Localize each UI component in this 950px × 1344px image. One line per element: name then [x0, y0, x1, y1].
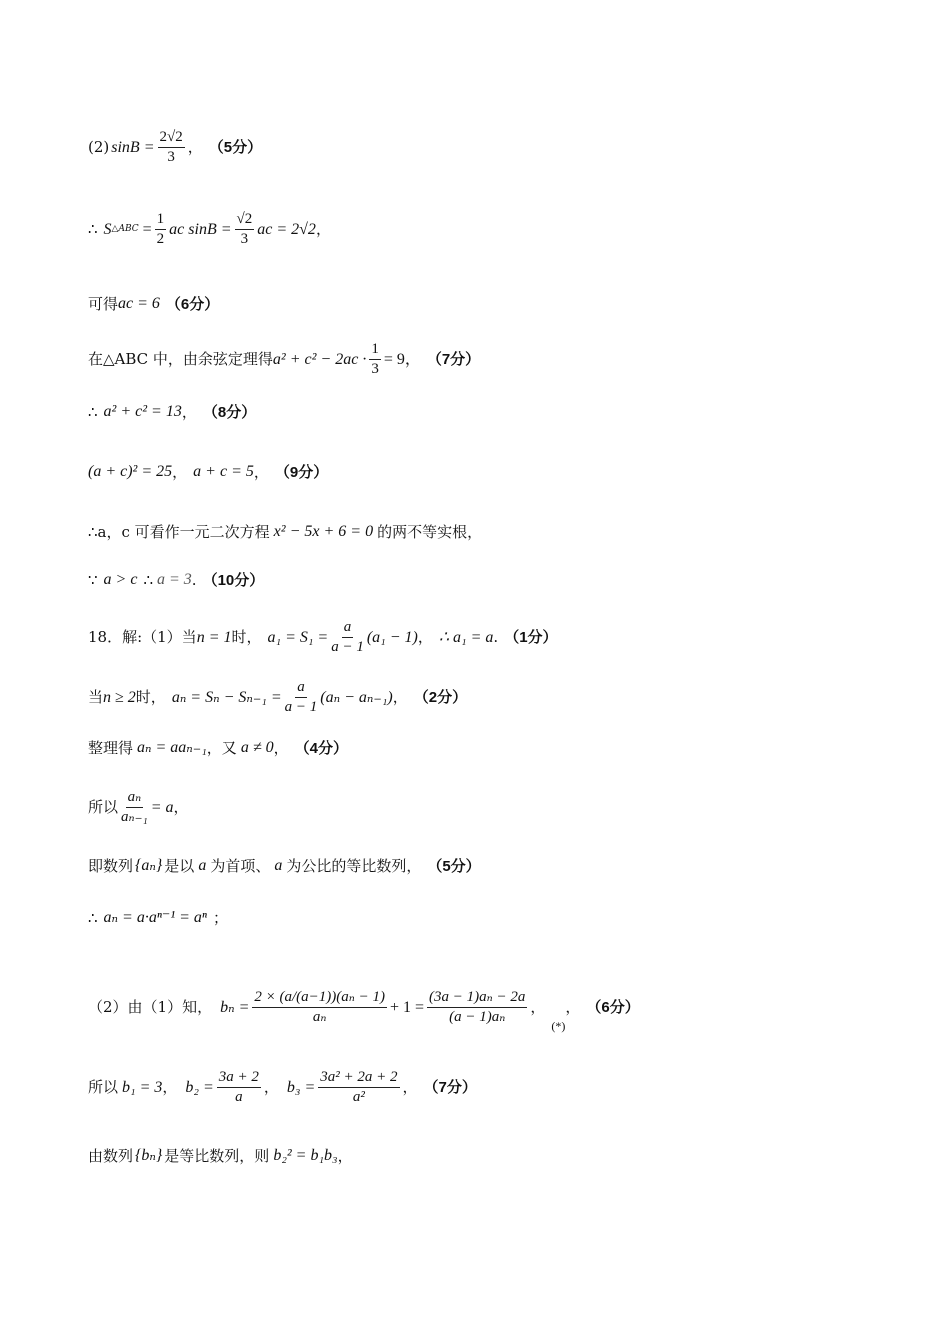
- line-q18-4: [88, 790, 189, 825]
- sinb-lhs: sinB =: [111, 138, 155, 156]
- sqrt2-num: √2: [235, 212, 255, 230]
- sinb-den: 3: [167, 149, 175, 165]
- score: （9分）: [274, 463, 329, 481]
- text: 可得: [88, 294, 119, 313]
- math1: {aₙ}: [135, 857, 163, 874]
- therefore-symbol: ∴: [88, 908, 98, 927]
- line-q18-7: [88, 989, 640, 1033]
- line-q18-2: [88, 680, 467, 715]
- rest: (a₁ − 1): [366, 628, 418, 646]
- line-q18-6: [88, 910, 228, 926]
- rest: = a: [150, 798, 174, 816]
- math1: {bₙ}: [135, 1147, 163, 1164]
- text: 时，: [231, 628, 262, 646]
- b2-lhs: b₂ =: [185, 1078, 214, 1096]
- third-num: 1: [369, 342, 381, 360]
- line-q18-5: [88, 858, 481, 874]
- line-sq25: [88, 464, 328, 480]
- a-den: a − 1: [331, 639, 364, 655]
- star-mark: (*): [551, 1018, 566, 1033]
- bn-num: 2 × (a/(a−1))(aₙ − 1): [252, 990, 387, 1008]
- sep: ，: [417, 628, 433, 646]
- text: 整理得: [88, 738, 134, 757]
- score: （10分）: [202, 571, 265, 589]
- because-symbol: ∵: [88, 570, 98, 589]
- text1: 由数列: [88, 1146, 134, 1165]
- end: .: [493, 628, 499, 646]
- text3: 为首项、: [210, 856, 271, 875]
- bn-fraction: [252, 990, 387, 1025]
- end: ，: [337, 1146, 353, 1165]
- sinb-fraction: [158, 130, 185, 165]
- text4: 为公比的等比数列，: [286, 856, 422, 875]
- a-fraction: [285, 680, 318, 715]
- sqrt2-fraction: [235, 212, 255, 247]
- half-num: 1: [155, 212, 167, 230]
- line-q18-3: [88, 740, 348, 756]
- therefore-symbol: ∴: [143, 570, 153, 589]
- math2: a + c = 5: [193, 463, 254, 480]
- line-q18-8: [88, 1070, 477, 1105]
- text: 所以: [88, 1078, 119, 1096]
- half-den: 2: [156, 231, 165, 247]
- math: aₙ = a·aⁿ⁻¹ = aⁿ: [103, 909, 207, 926]
- line-sum-sq: [88, 404, 256, 420]
- end: .: [191, 570, 197, 589]
- a-fraction: [331, 620, 364, 655]
- third-den: 3: [371, 361, 379, 377]
- sep3: ，: [402, 1078, 418, 1096]
- text1: 即数列: [88, 856, 134, 875]
- area-mid: ac sinB =: [169, 220, 232, 238]
- sep: ，: [530, 998, 546, 1016]
- sqrt2-den: 3: [240, 231, 249, 247]
- text: 时，: [135, 688, 166, 706]
- sinb-num: 2√2: [158, 130, 185, 148]
- cond: n = 1: [196, 628, 232, 646]
- score: （6分）: [165, 295, 220, 313]
- score: （7分）: [426, 351, 481, 368]
- line-q18-9: [88, 1148, 353, 1164]
- lhs: a₁ = S₁ =: [267, 628, 329, 646]
- score: （8分）: [202, 403, 257, 421]
- a-den: a − 1: [284, 699, 318, 715]
- math2: a: [198, 857, 207, 874]
- line-sinb: [88, 130, 262, 165]
- rest: = 9，: [383, 350, 421, 368]
- end: ；: [212, 908, 228, 927]
- text2: ，又: [206, 738, 237, 757]
- score: （2分）: [413, 689, 468, 706]
- area-lhs-sub: △ABC: [111, 224, 139, 234]
- therefore-symbol: ∴: [88, 402, 98, 421]
- concl: ∴ a₁ = a: [438, 628, 494, 646]
- sep: ，: [392, 688, 408, 706]
- score: （1分）: [504, 629, 558, 646]
- line-area: [88, 212, 331, 247]
- sep: ，: [273, 738, 289, 757]
- lhs: aₙ = Sₙ − Sₙ₋₁ =: [171, 688, 282, 706]
- text2: 是等比数列，则: [164, 1146, 270, 1165]
- b2-den: a: [235, 1089, 243, 1105]
- text1: a，c 可看作一元二次方程: [97, 522, 270, 541]
- b3-den: a²: [352, 1089, 365, 1105]
- b3-fraction: [318, 1070, 399, 1105]
- line-ac6: [88, 296, 219, 312]
- half-fraction: [155, 212, 167, 247]
- b2-fraction: [217, 1070, 261, 1105]
- line-a3: [88, 572, 264, 588]
- score: （5分）: [208, 139, 263, 156]
- math: a² + c² − 2ac ·: [272, 350, 367, 368]
- area-lhs: S: [103, 220, 112, 238]
- bn-den-2: (a − 1)aₙ: [449, 1009, 506, 1025]
- sep2: ，: [263, 1078, 279, 1096]
- ratio-num: aₙ: [126, 790, 144, 808]
- part-label: (2): [88, 138, 110, 156]
- label: 当: [88, 688, 104, 706]
- therefore-symbol: ∴: [88, 220, 98, 238]
- math: a² + c² = 13: [103, 403, 182, 420]
- area-rest: ac = 2√2: [257, 220, 316, 238]
- sep: ，: [315, 220, 331, 238]
- b2-num: 3a + 2: [217, 1070, 261, 1088]
- cond: n ≥ 2: [103, 688, 136, 706]
- ratio-fraction: [121, 790, 148, 825]
- sep2: ，: [565, 998, 581, 1016]
- therefore-symbol: ∴: [88, 522, 98, 541]
- text: 在△ABC 中，由余弦定理得: [88, 350, 273, 368]
- line-q18-1: [88, 620, 558, 655]
- score: （4分）: [294, 739, 348, 757]
- ratio-den: aₙ₋₁: [121, 809, 148, 825]
- score: （6分）: [586, 999, 640, 1016]
- b3-num: 3a² + 2a + 2: [318, 1070, 399, 1088]
- line-cos-law: [88, 342, 480, 377]
- bn-num-2: (3a − 1)aₙ − 2a: [427, 990, 527, 1008]
- end: ，: [173, 798, 189, 816]
- b3-lhs: b₃ =: [286, 1078, 316, 1096]
- sep2: ，: [253, 462, 269, 481]
- score: （5分）: [427, 857, 481, 875]
- a-num: a: [295, 680, 307, 698]
- text2: 是以: [164, 856, 195, 875]
- math: aₙ = aaₙ₋₁: [137, 739, 207, 756]
- b1: b₁ = 3: [122, 1078, 163, 1096]
- math2: a = 3: [157, 571, 192, 588]
- bn-den: aₙ: [312, 1009, 327, 1025]
- text: （2）由（1）知，: [88, 998, 213, 1016]
- label: 18．解:（1）当: [88, 628, 197, 646]
- text: 所以: [88, 798, 119, 816]
- sep: ，: [181, 402, 197, 421]
- math2: b₂² = b₁b₃: [273, 1147, 338, 1164]
- bn-fraction-2: [427, 990, 527, 1025]
- a-num: a: [342, 620, 354, 638]
- line-roots: [88, 524, 482, 540]
- score: （7分）: [423, 1079, 477, 1096]
- third-fraction: [369, 342, 381, 377]
- eq: =: [142, 220, 152, 238]
- mid: + 1 =: [389, 998, 425, 1016]
- text2: 的两不等实根，: [377, 522, 483, 541]
- lhs: bₙ =: [220, 998, 250, 1016]
- math2: a ≠ 0: [240, 739, 274, 756]
- math1: a > c: [103, 571, 138, 588]
- math1: (a + c)² = 25: [88, 463, 173, 480]
- sep1: ，: [172, 462, 188, 481]
- math: ac = 6: [118, 295, 160, 312]
- rest: (aₙ − aₙ₋₁): [320, 688, 393, 706]
- sep1: ，: [162, 1078, 178, 1096]
- math3: a: [274, 857, 283, 874]
- math: x² − 5x + 6 = 0: [273, 523, 374, 540]
- sep: ，: [187, 138, 203, 156]
